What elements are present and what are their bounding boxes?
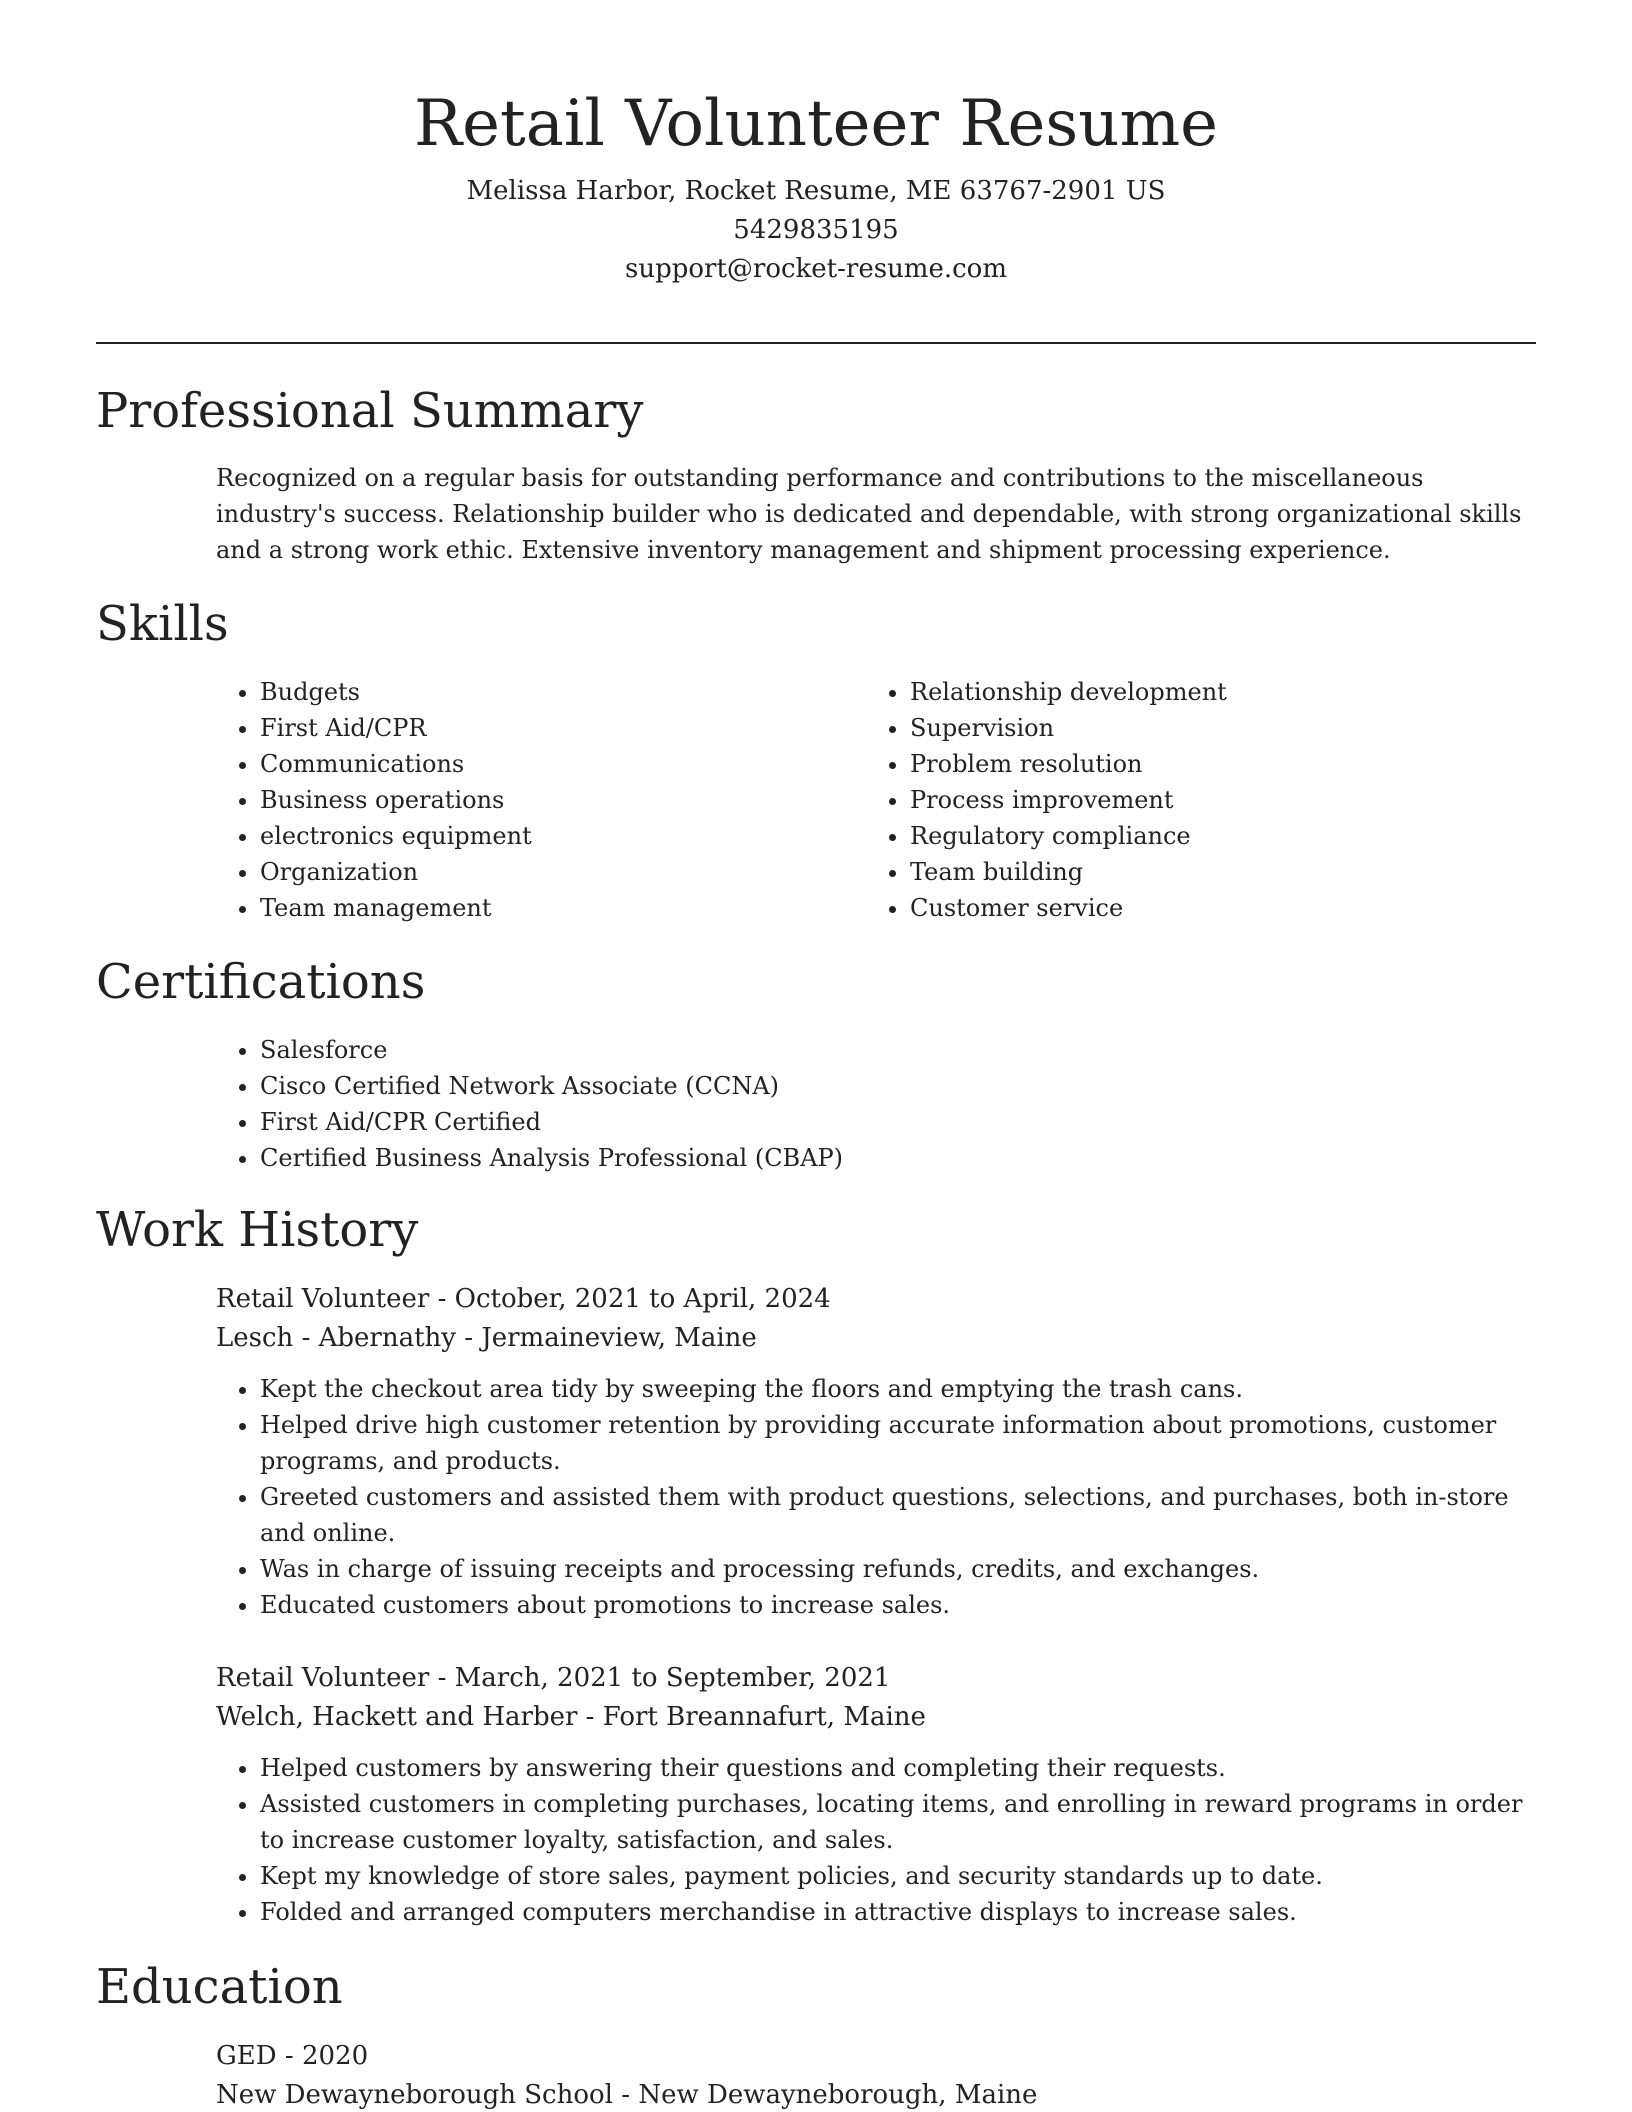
- job-company: Lesch - Abernathy: [216, 1323, 456, 1353]
- certification-item: • Salesforce: [260, 1032, 1536, 1068]
- skill-item: • Organization: [260, 854, 866, 890]
- education-school-line: [216, 2076, 1536, 2112]
- certification-item: • First Aid/CPR Certified: [260, 1104, 1536, 1140]
- job-bullets: [216, 1750, 1536, 1930]
- skill-item: • Team management: [260, 890, 866, 926]
- separator: -: [612, 2080, 639, 2110]
- education-year: 2020: [301, 2041, 369, 2071]
- job-bullet: • Helped customers by answering their questions and completing their requests.: [260, 1750, 1536, 1786]
- contact-address: Melissa Harbor, Rocket Resume, ME 63767-2901 US: [466, 176, 1166, 206]
- separator: -: [577, 1702, 603, 1732]
- education-degree: GED: [216, 2041, 277, 2071]
- skill-item: • Customer service: [910, 890, 1516, 926]
- job-company-line: [216, 1319, 1536, 1358]
- job-bullet: • Was in charge of issuing receipts and processing refunds, credits, and exchanges.: [260, 1551, 1536, 1587]
- skill-item: • First Aid/CPR: [260, 710, 866, 746]
- job-company-line: [216, 1698, 1536, 1737]
- skill-item: • Business operations: [260, 782, 866, 818]
- resume-title: Retail Volunteer Resume: [413, 87, 1219, 161]
- skills-section: [216, 674, 1536, 926]
- summary-text: Recognized on a regular basis for outstanding performance and contributions to the miscellaneous industry's success. Relationship builder who is dedicated and dependable, with strong organizational skills and a strong work ethic. Extensive inventory management and shipment processing experience.: [216, 464, 1522, 564]
- skill-item: • Regulatory compliance: [910, 818, 1516, 854]
- skill-item: • Problem resolution: [910, 746, 1516, 782]
- certification-item: • Cisco Certified Network Associate (CCNA): [260, 1068, 1536, 1104]
- job-title: Retail Volunteer: [216, 1284, 430, 1314]
- education-heading: Education: [96, 1959, 343, 2015]
- job-bullet: • Educated customers about promotions to increase sales.: [260, 1587, 1536, 1623]
- job-location: Jermaineview, Maine: [481, 1323, 757, 1353]
- resume-header: [96, 76, 1536, 289]
- job-bullets: [216, 1371, 1536, 1623]
- skill-item: • Communications: [260, 746, 866, 782]
- summary-section: [216, 460, 1536, 568]
- skill-item: • Supervision: [910, 710, 1516, 746]
- job-dates: October, 2021 to April, 2024: [454, 1284, 831, 1314]
- contact-email: support@rocket-resume.com: [624, 254, 1007, 284]
- job-bullet: • Kept my knowledge of store sales, payment policies, and security standards up to date.: [260, 1858, 1536, 1894]
- skills-column-left: [216, 674, 866, 926]
- skill-item: • Team building: [910, 854, 1516, 890]
- job-bullet: • Greeted customers and assisted them with product questions, selections, and purchases, both in-store and online.: [260, 1479, 1536, 1551]
- certifications-section: [216, 1032, 1536, 1176]
- work-history-heading: Work History: [96, 1202, 419, 1258]
- separator: -: [429, 1284, 455, 1314]
- education-location: New Dewayneborough, Maine: [638, 2080, 1038, 2110]
- header-divider: [96, 342, 1536, 344]
- skill-item: • electronics equipment: [260, 818, 866, 854]
- education-degree-line: [216, 2037, 1536, 2076]
- job-company: Welch, Hackett and Harber: [216, 1702, 578, 1732]
- summary-heading: Professional Summary: [96, 383, 644, 439]
- skills-column-right: [866, 674, 1516, 926]
- certifications-heading: Certifications: [96, 954, 426, 1010]
- skills-heading: Skills: [96, 596, 229, 652]
- separator: -: [276, 2041, 302, 2071]
- contact-phone: 5429835195: [733, 215, 899, 245]
- job-bullet: • Helped drive high customer retention by providing accurate information about promotions, customer programs, and products.: [260, 1407, 1536, 1479]
- skill-item: • Relationship development: [910, 674, 1516, 710]
- education-entry: [216, 2037, 1536, 2112]
- education-school: New Dewayneborough School: [216, 2080, 613, 2110]
- job-title-line: [216, 1659, 1536, 1698]
- job-entry: [216, 1280, 1536, 1623]
- job-title-line: [216, 1280, 1536, 1319]
- separator: -: [429, 1663, 455, 1693]
- job-dates: March, 2021 to September, 2021: [454, 1663, 891, 1693]
- job-entry: [216, 1659, 1536, 1930]
- job-title: Retail Volunteer: [216, 1663, 430, 1693]
- job-bullet: • Folded and arranged computers merchandise in attractive displays to increase sales.: [260, 1894, 1536, 1930]
- separator: -: [455, 1323, 482, 1353]
- skill-item: • Process improvement: [910, 782, 1516, 818]
- skill-item: • Budgets: [260, 674, 866, 710]
- job-location: Fort Breannafurt, Maine: [602, 1702, 926, 1732]
- job-bullet: • Assisted customers in completing purchases, locating items, and enrolling in reward programs in order to increase customer loyalty, satisfaction, and sales.: [260, 1786, 1536, 1858]
- job-bullet: • Kept the checkout area tidy by sweeping the floors and emptying the trash cans.: [260, 1371, 1536, 1407]
- certification-item: • Certified Business Analysis Professional (CBAP): [260, 1140, 1536, 1176]
